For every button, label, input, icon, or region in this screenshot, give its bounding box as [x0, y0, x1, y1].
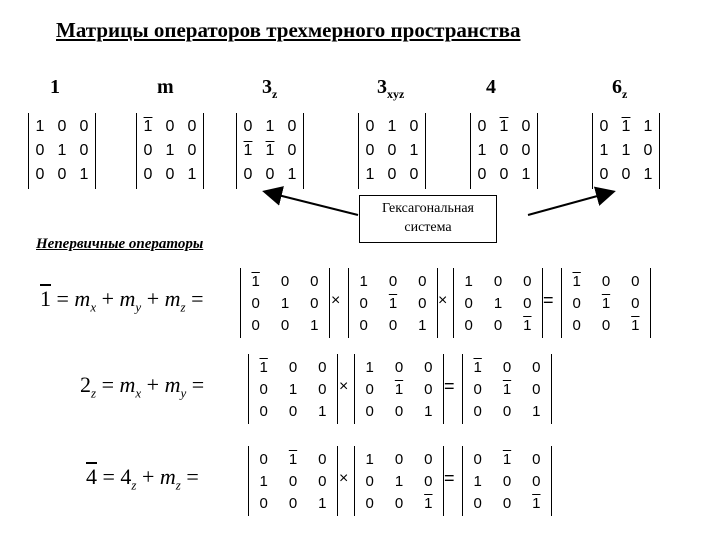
matrix-cell: 0 [477, 118, 487, 135]
matrix-cell: 0 [79, 118, 89, 135]
matrix-cell: 1 [387, 118, 397, 135]
matrix-cell: 1 [394, 472, 404, 490]
matrix-cell: 0 [521, 118, 531, 135]
matrix-cell: 0 [424, 450, 433, 468]
hex-label-line2: система [404, 220, 452, 235]
matrix-cell: 0 [251, 316, 260, 334]
eq2-matrix-result [462, 354, 552, 424]
matrix-cell: 0 [523, 294, 532, 312]
eq3-matrix-result [462, 446, 552, 516]
eq3-equals: = [444, 468, 455, 488]
matrix-cell: 0 [187, 118, 197, 135]
matrix-cell: 0 [35, 142, 45, 159]
eq2-matrix-2 [354, 354, 444, 424]
matrix-cell: 0 [387, 142, 397, 159]
symbol-4: 4 [486, 76, 496, 98]
matrix-cell: 1 [359, 272, 368, 290]
matrix-cell: 1 [493, 294, 503, 312]
eq1-matrix-2 [348, 268, 438, 338]
matrix-cell: 1 [318, 402, 327, 420]
matrix-cell: 0 [477, 166, 487, 183]
matrix-cell: 0 [502, 494, 512, 512]
arrow-right [528, 192, 612, 215]
matrix-cell: 0 [499, 166, 509, 183]
matrix-cell: 0 [259, 402, 268, 420]
matrix-cell: 1 [473, 358, 482, 376]
matrix-cell: 0 [424, 358, 433, 376]
eq2-times-1: × [339, 378, 349, 395]
matrix-cell: 0 [387, 166, 397, 183]
matrix-cell: 0 [473, 450, 482, 468]
matrix-cell: 0 [409, 118, 419, 135]
hex-label-line1: Гексагональная [381, 201, 475, 216]
eq3-times-1: × [339, 470, 349, 487]
matrix-cell: 0 [502, 402, 512, 420]
matrix-cell: 1 [365, 166, 375, 183]
matrix-cell: 1 [418, 316, 427, 334]
arrow-left [266, 192, 358, 215]
matrix-cell: 0 [359, 316, 368, 334]
matrix-cell: 1 [521, 166, 531, 183]
matrix-cell: 0 [251, 294, 260, 312]
matrix-cell: 0 [532, 380, 541, 398]
matrix-cell: 1 [187, 166, 197, 183]
matrix-cell: 1 [499, 118, 509, 135]
eq3-matrix-1 [248, 446, 338, 516]
matrix-cell: 1 [631, 316, 640, 334]
matrix-cell: 0 [394, 494, 404, 512]
matrix-cell: 1 [79, 166, 89, 183]
matrix-cell: 1 [243, 142, 253, 159]
matrix-cell: 0 [57, 166, 67, 183]
matrix-cell: 1 [365, 450, 374, 468]
matrix-cell: 1 [601, 294, 611, 312]
matrix-cell: 0 [424, 380, 433, 398]
matrix-cell: 0 [572, 316, 581, 334]
hexagonal-system-label [359, 195, 497, 243]
matrix-cell: 0 [394, 402, 404, 420]
matrix-cell: 0 [532, 450, 541, 468]
matrix-cell: 0 [502, 358, 512, 376]
matrix-cell: 0 [259, 494, 268, 512]
matrix-cell: 1 [643, 118, 653, 135]
matrix-cell: 0 [288, 472, 298, 490]
eq1-matrix-1 [240, 268, 330, 338]
matrix-cell: 1 [477, 142, 487, 159]
matrix-cell: 0 [499, 142, 509, 159]
matrix-cell: 1 [57, 142, 67, 159]
matrix-cell: 0 [288, 402, 298, 420]
eq1-equals: = [543, 290, 554, 310]
matrix-cell: 1 [265, 118, 275, 135]
matrix-cell: 0 [165, 166, 175, 183]
matrix-cell: 0 [643, 142, 653, 159]
matrix-cell: 1 [288, 450, 298, 468]
matrix-cell: 1 [288, 380, 298, 398]
matrix-cell: 1 [409, 142, 419, 159]
page-title: Матрицы операторов трехмерного пространства [56, 18, 521, 42]
matrix-cell: 0 [473, 380, 482, 398]
eq2-matrix-1 [248, 354, 338, 424]
matrix-cell: 0 [464, 316, 473, 334]
matrix-cell: 1 [394, 380, 404, 398]
matrix-cell: 0 [243, 118, 253, 135]
matrix-cell: 0 [318, 450, 327, 468]
matrix-cell: 1 [165, 142, 175, 159]
matrix-cell: 0 [418, 294, 427, 312]
matrix-cell: 1 [502, 380, 512, 398]
eq1-times-1: × [331, 292, 341, 309]
matrix-cell: 1 [621, 142, 631, 159]
symbol-1: 1 [50, 76, 60, 98]
matrix-cell: 1 [365, 358, 374, 376]
matrix-cell: 1 [388, 294, 398, 312]
matrix-cell: 0 [280, 316, 290, 334]
matrix-cell: 0 [493, 316, 503, 334]
eq1-times-2: × [438, 292, 448, 309]
matrix-cell: 0 [424, 472, 433, 490]
equation-2-lhs: $2_z = m_x + m_y$ = [80, 372, 205, 401]
matrix-cell: 0 [621, 166, 631, 183]
symbol-3z: $3_z$ [262, 76, 278, 101]
matrix-cell: 0 [259, 380, 268, 398]
matrix-cell: 0 [365, 380, 374, 398]
matrix-cell: 0 [532, 358, 541, 376]
matrix-cell: 1 [464, 272, 473, 290]
matrix-cell: 1 [424, 494, 433, 512]
matrix-cell: 1 [35, 118, 45, 135]
matrix-cell: 0 [388, 316, 398, 334]
matrix-cell: 0 [35, 166, 45, 183]
matrix-cell: 0 [521, 142, 531, 159]
eq1-matrix-3 [453, 268, 543, 338]
matrix-cell: 1 [424, 402, 433, 420]
matrix-cell: 1 [310, 316, 319, 334]
matrix-cell: 0 [493, 272, 503, 290]
matrix-cell: 0 [57, 118, 67, 135]
matrix-cell: 0 [394, 358, 404, 376]
matrix-cell: 0 [165, 118, 175, 135]
matrix-cell: 1 [143, 118, 153, 135]
matrix-cell: 0 [394, 450, 404, 468]
matrix-cell: 0 [601, 272, 611, 290]
matrix-cell: 0 [318, 472, 327, 490]
matrix-cell: 0 [287, 142, 297, 159]
matrix-cell: 0 [532, 472, 541, 490]
matrix-cell: 0 [631, 272, 640, 290]
section-subtitle: Непервичные операторы [36, 236, 204, 252]
matrix-cell: 0 [365, 402, 374, 420]
matrix-cell: 1 [532, 402, 541, 420]
matrix-cell: 0 [318, 380, 327, 398]
matrix-cell: 0 [409, 166, 419, 183]
matrix-cell: 1 [265, 142, 275, 159]
matrix-cell: 1 [502, 450, 512, 468]
matrix-cell: 0 [143, 166, 153, 183]
matrix-cell: 0 [464, 294, 473, 312]
matrix-cell: 0 [599, 118, 609, 135]
matrix-cell: 0 [365, 142, 375, 159]
matrix-cell: 0 [365, 118, 375, 135]
matrix-cell: 0 [79, 142, 89, 159]
symbol-m: m [157, 76, 174, 98]
matrix-cell: 1 [251, 272, 260, 290]
symbol-6z: $6_z$ [612, 76, 628, 101]
symbol-3xyz: $3_{xyz}$ [377, 76, 405, 101]
matrix-cell: 1 [532, 494, 541, 512]
matrix-cell: 0 [365, 472, 374, 490]
matrix-cell: 1 [572, 272, 581, 290]
matrix-cell: 0 [523, 272, 532, 290]
equation-3-lhs: $4 = 4_z + m_z$ = [86, 464, 199, 493]
matrix-cell: 0 [310, 294, 319, 312]
matrix-cell: 0 [280, 272, 290, 290]
matrix-cell: 1 [259, 358, 268, 376]
matrix-cell: 0 [388, 272, 398, 290]
matrix-cell: 1 [280, 294, 290, 312]
matrix-cell: 0 [599, 166, 609, 183]
matrix-cell: 0 [288, 494, 298, 512]
matrix-cell: 0 [288, 358, 298, 376]
matrix-cell: 0 [318, 358, 327, 376]
matrix-cell: 1 [643, 166, 653, 183]
matrix-cell: 0 [601, 316, 611, 334]
matrix-cell: 0 [502, 472, 512, 490]
matrix-cell: 1 [621, 118, 631, 135]
matrix-cell: 0 [310, 272, 319, 290]
matrix-cell: 0 [265, 166, 275, 183]
matrix-cell: 0 [473, 402, 482, 420]
matrix-cell: 0 [572, 294, 581, 312]
matrix-cell: 1 [599, 142, 609, 159]
matrix-cell: 0 [631, 294, 640, 312]
matrix-cell: 0 [287, 118, 297, 135]
matrix-cell: 1 [318, 494, 327, 512]
eq2-equals: = [444, 376, 455, 396]
matrix-cell: 1 [259, 472, 268, 490]
matrix-cell: 1 [473, 472, 482, 490]
matrix-cell: 0 [418, 272, 427, 290]
matrix-cell: 1 [523, 316, 532, 334]
eq1-matrix-result [561, 268, 651, 338]
matrix-cell: 0 [359, 294, 368, 312]
matrix-cell: 0 [365, 494, 374, 512]
equation-1-lhs: $1 = m_x + m_y + m_z$ = [40, 286, 204, 315]
matrix-cell: 0 [259, 450, 268, 468]
matrix-cell: 0 [143, 142, 153, 159]
matrix-cell: 0 [187, 142, 197, 159]
eq3-matrix-2 [354, 446, 444, 516]
matrix-cell: 1 [287, 166, 297, 183]
matrix-cell: 0 [473, 494, 482, 512]
matrix-cell: 0 [243, 166, 253, 183]
